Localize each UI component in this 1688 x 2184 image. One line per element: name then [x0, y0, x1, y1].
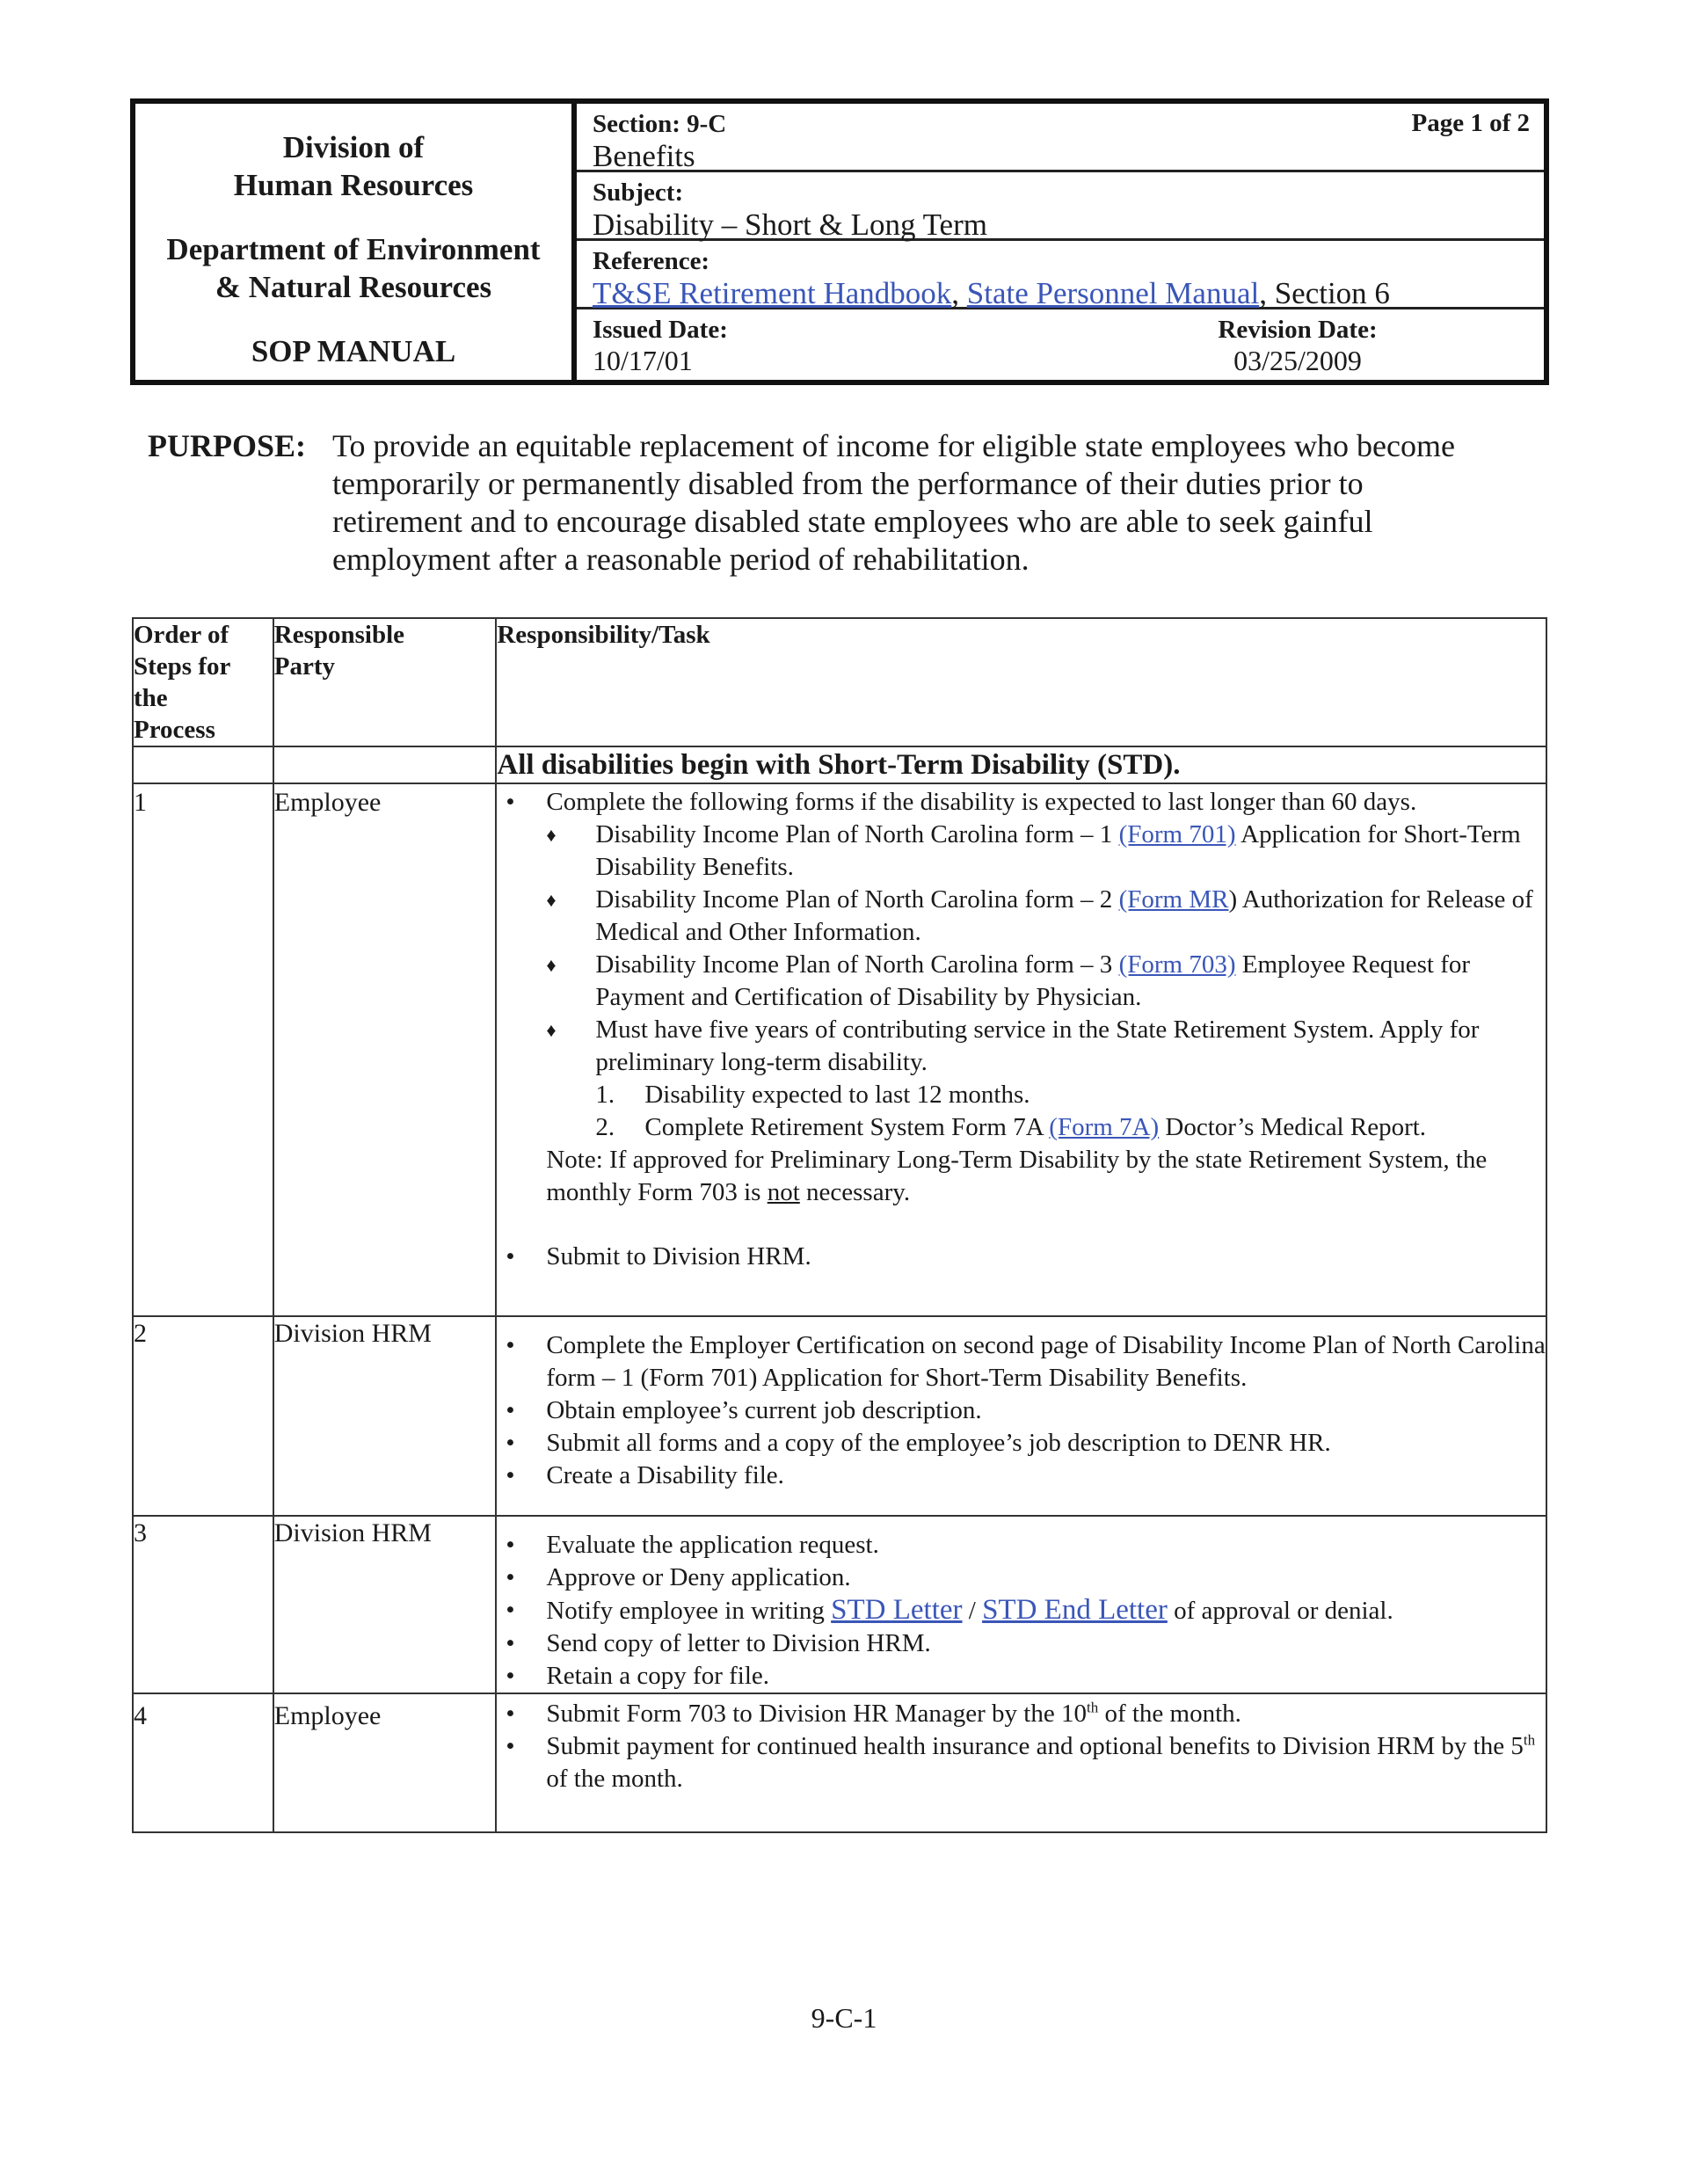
task-cell: [496, 1316, 1546, 1516]
list-item: [497, 1529, 1546, 1562]
task-text: Evaluate the application request.: [546, 1531, 879, 1559]
dates-row: [577, 309, 1544, 376]
page-indicator: Page 1 of 2: [1411, 109, 1530, 137]
task-text: /: [962, 1597, 983, 1625]
retirement-handbook-link[interactable]: T&SE Retirement Handbook: [593, 276, 952, 310]
table-row: [133, 1693, 1546, 1832]
form-7a-link[interactable]: (Form 7A): [1049, 1113, 1160, 1141]
header-text: Responsibility/Task: [497, 621, 710, 649]
task-text: Submit to Division HRM.: [546, 1242, 811, 1270]
task-text: Send copy of letter to Division HRM.: [546, 1629, 931, 1657]
task-text: Doctor’s Medical Report.: [1159, 1113, 1427, 1141]
reference-separator: ,: [951, 276, 967, 310]
empty-cell: [273, 746, 497, 783]
note-text: [497, 1144, 1546, 1209]
issued-date-value: 10/17/01: [593, 345, 693, 376]
table-row: [133, 783, 1546, 1316]
list-item: [497, 1562, 1546, 1594]
task-cell: [496, 783, 1546, 1316]
task-text: Submit payment for continued health insurance and optional benefits to Division HRM by the 5: [546, 1732, 1524, 1760]
purpose-label: PURPOSE:: [148, 428, 306, 463]
process-table: [132, 617, 1547, 1833]
reference-label: Reference:: [593, 247, 710, 275]
form-mr-link[interactable]: (Form MR: [1118, 885, 1229, 914]
task-text: Disability Income Plan of North Carolina form – 2: [595, 885, 1119, 914]
list-item: [497, 1241, 1546, 1273]
empty-cell: [133, 746, 273, 783]
header-text: Steps for: [134, 652, 231, 681]
header-text: Responsible: [273, 621, 405, 649]
spacer: [497, 1209, 1546, 1241]
task-text: Approve or Deny application.: [546, 1563, 851, 1591]
list-item: [497, 1460, 1546, 1492]
party-column-header: [273, 618, 497, 746]
subject-value: Disability – Short & Long Term: [593, 207, 987, 242]
purpose-line: retirement and to encourage disabled state employees who are able to seek gainful: [332, 504, 1373, 539]
department-line-1: Department of Environment: [166, 232, 541, 266]
task-text: Create a Disability file.: [546, 1461, 784, 1489]
task-text: Complete Retirement System Form 7A: [644, 1113, 1050, 1141]
step-order: 1: [133, 783, 273, 1316]
purpose-line: employment after a reasonable period of rehabilitation.: [332, 542, 1030, 577]
task-text: Employee Request for Payment and Certification of Disability by Physician.: [595, 950, 1471, 1011]
task-text: Application for Short-Term Disability Benefits.: [595, 820, 1521, 881]
list-item: [595, 1079, 1546, 1111]
purpose-section: [148, 427, 1519, 579]
subject-label: Subject:: [593, 178, 684, 207]
list-item: [497, 1730, 1546, 1795]
reference-row: [577, 241, 1544, 309]
section-value: Benefits: [593, 139, 695, 173]
step-order: 4: [133, 1693, 273, 1832]
std-heading-row: [133, 746, 1546, 783]
task-text: Notify employee in writing: [546, 1597, 832, 1625]
purpose-text: [332, 427, 1519, 579]
list-item: [497, 1627, 1546, 1660]
std-letter-link[interactable]: STD Letter: [831, 1594, 963, 1626]
task-text: Obtain employee’s current job description.: [546, 1396, 982, 1424]
department-name: [166, 230, 540, 306]
task-text: of the month.: [546, 1765, 683, 1793]
purpose-line: To provide an equitable replacement of income for eligible state employees who become: [332, 428, 1455, 463]
header-box: [130, 98, 1549, 385]
division-line-2: Human Resources: [233, 168, 474, 202]
reference-section: , Section 6: [1259, 276, 1390, 310]
task-text: Disability expected to last 12 months.: [644, 1081, 1030, 1109]
task-column-header: [496, 618, 1546, 746]
list-item: [546, 819, 1546, 884]
division-name: [234, 128, 474, 204]
task-text: ) Authorization for Release of Medical and Other Information.: [595, 885, 1533, 946]
task-text: Disability Income Plan of North Carolina form – 3: [595, 950, 1119, 979]
table-row: [133, 1516, 1546, 1693]
header-details: [577, 104, 1544, 380]
list-item: [497, 1698, 1546, 1730]
ordinal-suffix: th: [1086, 1699, 1099, 1716]
list-item: [546, 1014, 1546, 1144]
list-item: [497, 1329, 1546, 1394]
revision-date-block: [1192, 309, 1403, 376]
revision-date-value: 03/25/2009: [1233, 345, 1362, 376]
list-item: [497, 1660, 1546, 1693]
list-item: [595, 1111, 1546, 1144]
header-org-block: [135, 104, 577, 380]
responsible-party: Division HRM: [273, 1516, 497, 1693]
task-cell: [496, 1516, 1546, 1693]
std-heading: All disabilities begin with Short-Term Disability (STD).: [496, 746, 1546, 783]
task-cell: [496, 1693, 1546, 1832]
list-item: [497, 786, 1546, 1144]
task-text: of approval or denial.: [1167, 1597, 1393, 1625]
task-text: of the month.: [1098, 1700, 1241, 1728]
order-column-header: [133, 618, 273, 746]
item-number: 2.: [595, 1113, 615, 1141]
task-text: Complete the Employer Certification on second page of Disability Income Plan of North Carolina form – 1 (Form 701) Application for Short-Term Disability Benefits.: [546, 1331, 1546, 1392]
page-footer: 9-C-1: [811, 2002, 877, 2034]
header-text: Party: [273, 652, 335, 681]
task-text: Submit all forms and a copy of the employee’s job description to DENR HR.: [546, 1429, 1331, 1457]
header-text: Process: [134, 716, 215, 744]
task-text: Must have five years of contributing service in the State Retirement System. Apply for preliminary long-term disability.: [595, 1016, 1480, 1076]
table-header-row: [133, 618, 1546, 746]
list-item: [546, 884, 1546, 949]
item-number: 1.: [595, 1081, 615, 1109]
header-text: the: [134, 684, 168, 712]
responsible-party: Division HRM: [273, 1316, 497, 1516]
list-item: [497, 1394, 1546, 1427]
form-703-link[interactable]: (Form 703): [1118, 950, 1236, 979]
list-item: [497, 1594, 1546, 1627]
issued-date-label: Issued Date:: [593, 316, 728, 344]
header-text: Order of: [134, 621, 229, 649]
step-order: 2: [133, 1316, 273, 1516]
department-line-2: & Natural Resources: [215, 270, 492, 304]
reference-value: [593, 276, 1530, 311]
table-row: [133, 1316, 1546, 1516]
note-part: Note: If approved for Preliminary Long-Term Disability by the state Retirement System, the monthly Form 703 is: [546, 1146, 1488, 1206]
section-row: [577, 104, 1544, 172]
division-line-1: Division of: [282, 130, 425, 164]
step-order: 3: [133, 1516, 273, 1693]
note-part: necessary.: [799, 1178, 911, 1206]
task-text: Submit Form 703 to Division HR Manager by the 10: [546, 1700, 1087, 1728]
responsible-party: Employee: [273, 783, 497, 1316]
purpose-line: temporarily or permanently disabled from the performance of their duties prior to: [332, 466, 1364, 501]
manual-title: SOP MANUAL: [251, 334, 456, 368]
revision-date-label: Revision Date:: [1218, 316, 1378, 344]
responsible-party: Employee: [273, 1693, 497, 1832]
list-item: [546, 949, 1546, 1014]
task-text: Disability Income Plan of North Carolina form – 1: [595, 820, 1119, 848]
subject-row: [577, 172, 1544, 241]
task-text: Retain a copy for file.: [546, 1662, 770, 1690]
note-emphasis: not: [767, 1178, 800, 1206]
ordinal-suffix: th: [1523, 1731, 1536, 1749]
task-text: Complete the following forms if the disability is expected to last longer than 60 days.: [546, 788, 1417, 816]
form-701-link[interactable]: (Form 701): [1118, 820, 1236, 848]
list-item: [497, 1427, 1546, 1460]
personnel-manual-link[interactable]: State Personnel Manual: [966, 276, 1260, 310]
section-label: Section: 9-C: [593, 110, 727, 138]
std-end-letter-link[interactable]: STD End Letter: [982, 1594, 1168, 1626]
